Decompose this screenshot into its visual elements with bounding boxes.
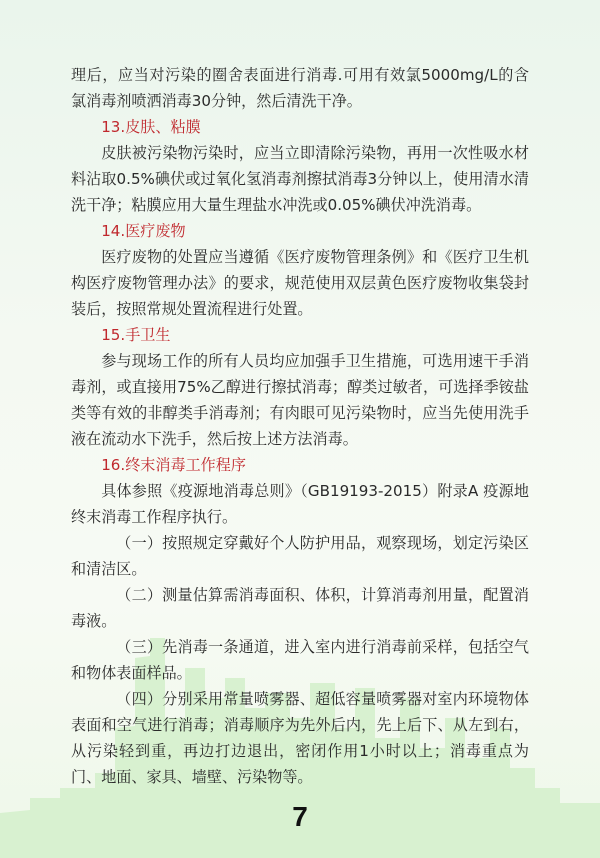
paragraph: 参与现场工作的所有人员均应加强手卫生措施，可选用速干手消毒剂，或直接用75%乙醇进行擦拭消毒；醇类过敏者，可选择季铵盐类等有效的非醇类手消毒剂；有肉眼可见污染物时，应当先使用洗手液在流动水下洗手，然后按上述方法消毒。 (71, 352, 529, 448)
page-number: 7 (292, 801, 308, 832)
section-heading: 15.手卫生 (101, 326, 171, 344)
paragraph: 具体参照《疫源地消毒总则》（GB19193-2015）附录A 疫源地终末消毒工作程序执行。 (71, 482, 529, 526)
procedure-step: （二）测量估算需消毒面积、体积，计算消毒剂用量，配置消毒液。 (71, 586, 529, 630)
procedure-step: （三）先消毒一条通道，进入室内进行消毒前采样，包括空气和物体表面样品。 (71, 638, 529, 682)
section-heading: 16.终末消毒工作程序 (101, 456, 246, 474)
paragraph: 理后，应当对污染的圈舍表面进行消毒.可用有效氯5000mg/L的含氯消毒剂喷洒消毒30分钟，然后清洗干净。 (71, 66, 529, 110)
paragraph: 皮肤被污染物污染时，应当立即清除污染物，再用一次性吸水材料沾取0.5%碘伏或过氧化氢消毒剂擦拭消毒3分钟以上，使用清水清洗干净；粘膜应用大量生理盐水冲洗或0.05%碘伏冲洗消毒。 (71, 144, 529, 214)
paragraph: 医疗废物的处置应当遵循《医疗废物管理条例》和《医疗卫生机构医疗废物管理办法》的要求，规范使用双层黄色医疗废物收集袋封装后，按照常规处置流程进行处置。 (71, 248, 529, 318)
section-heading: 13.皮肤、粘膜 (101, 118, 201, 136)
procedure-step: （四）分别采用常量喷雾器、超低容量喷雾器对室内环境物体表面和空气进行消毒；消毒顺序为先外后内，先上后下、从左到右，从污染轻到重，再边打边退出，密闭作用1小时以上；消毒重点为门、地面、家具、墙壁、污染物等。 (71, 690, 529, 786)
procedure-step: （一）按照规定穿戴好个人防护用品，观察现场，划定污染区和清洁区。 (71, 534, 529, 578)
section-heading: 14.医疗废物 (101, 222, 186, 240)
document-body (71, 62, 529, 790)
